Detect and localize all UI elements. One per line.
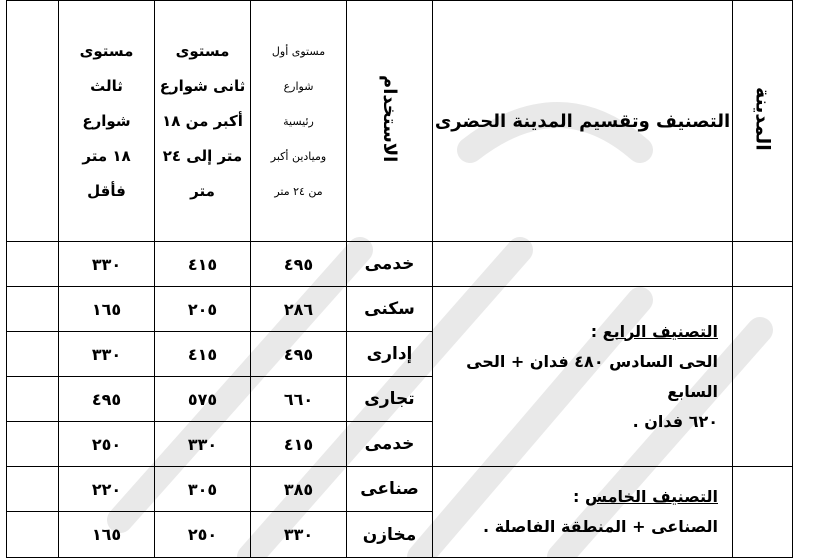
edge-cell [7,512,59,558]
level2-cell: ٤١٥ [155,332,251,377]
level3-cell: ١٦٥ [59,512,155,558]
level2-cell: ٢٥٠ [155,512,251,558]
level2-cell: ٤١٥ [155,242,251,287]
edge-cell [7,332,59,377]
level3-cell: ٤٩٥ [59,377,155,422]
use-cell: صناعى [347,467,433,512]
city-cell [733,287,793,467]
use-cell: إدارى [347,332,433,377]
edge-cell [7,467,59,512]
use-cell: مخازن [347,512,433,558]
use-cell: خدمى [347,422,433,467]
class5-line1: الصناعى + المنطقة الفاصلة . [483,517,718,536]
header-row [7,1,793,242]
class5-description: التصنيف الخامس : الصناعى + المنطقة الفاصلة . [433,467,733,558]
header-level3: مستوى ثالث شوارع ١٨ متر فأقل [59,1,155,242]
edge-cell [7,377,59,422]
level3-cell: ١٦٥ [59,287,155,332]
header-use: الاستخدام [347,1,433,242]
classification-cell [433,242,733,287]
header-level2: مستوى ثانى شوارع أكبر من ١٨ متر إلى ٢٤ متر [155,1,251,242]
level1-cell: ٤٩٥ [251,332,347,377]
class4-line1: الحى السادس ٤٨٠ فدان + الحى السابع [466,351,718,401]
level1-cell: ٣٨٥ [251,467,347,512]
table-row [7,467,793,512]
use-cell: سكنى [347,287,433,332]
header-city: المدينة [733,1,793,242]
use-cell: تجارى [347,377,433,422]
level1-cell: ٦٦٠ [251,377,347,422]
edge-cell [7,242,59,287]
level2-cell: ٣٣٠ [155,422,251,467]
level2-cell: ٢٠٥ [155,287,251,332]
level2-cell: ٣٠٥ [155,467,251,512]
table-row [7,242,793,287]
level1-cell: ٤٩٥ [251,242,347,287]
level3-cell: ٢٥٠ [59,422,155,467]
class4-title: التصنيف الرابع [602,321,718,341]
level1-cell: ٣٣٠ [251,512,347,558]
class4-line2: ٦٢٠ فدان . [632,411,718,431]
city-cell [733,467,793,558]
level3-cell: ٢٢٠ [59,467,155,512]
edge-cell [7,1,59,242]
class4-description: التصنيف الرابع : الحى السادس ٤٨٠ فدان + الحى السابع ٦٢٠ فدان . [433,287,733,467]
header-level1: مستوى أول شوارع رئيسية وميادين أكبر من ٢٤ متر [251,1,347,242]
use-cell: خدمى [347,242,433,287]
table-row [7,287,793,332]
edge-cell [7,422,59,467]
edge-cell [7,287,59,332]
level1-cell: ٤١٥ [251,422,347,467]
level1-cell: ٢٨٦ [251,287,347,332]
header-classification: التصنيف وتقسيم المدينة الحضرى [433,1,733,242]
class5-title: التصنيف الخامس [584,487,718,506]
level3-cell: ٣٣٠ [59,332,155,377]
city-cell [733,242,793,287]
level2-cell: ٥٧٥ [155,377,251,422]
classification-table [6,0,793,558]
level3-cell: ٣٣٠ [59,242,155,287]
